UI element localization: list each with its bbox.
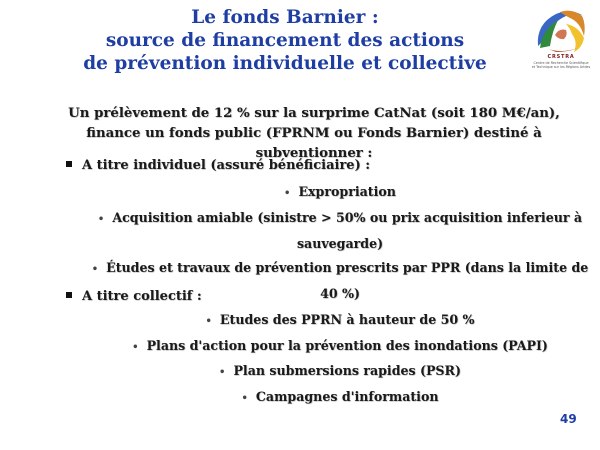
bullet-dot-icon: • bbox=[284, 188, 291, 199]
logo-subtitle-line-1: Centre de Recherche Scientifique bbox=[533, 61, 589, 65]
list-item: • Acquisition amiable (sinistre > 50% ou prix acquisition inferieur à sauvegarde) bbox=[97, 210, 583, 251]
list-item: • Plan submersions rapides (PSR) bbox=[90, 359, 590, 385]
section-individual-heading bbox=[66, 157, 370, 175]
list-item: • Campagnes d'information bbox=[90, 385, 590, 411]
section-heading-text: A titre individuel (assuré bénéficiaire) : bbox=[82, 158, 371, 173]
list-item: • Plans d'action pour la prévention des inondations (PAPI) bbox=[90, 334, 590, 360]
bullet-dot-icon: • bbox=[241, 392, 248, 404]
bullet-dot-icon: • bbox=[132, 341, 139, 353]
title-line-1: Le fonds Barnier : bbox=[191, 7, 379, 28]
list-item: • Études et travaux de prévention prescrits par PPR (dans la limite de 40 %) bbox=[91, 260, 589, 301]
title-line-2: source de financement des actions bbox=[105, 30, 465, 51]
logo-name: CRSTRA bbox=[547, 54, 575, 60]
bullet-dot-icon: • bbox=[97, 214, 105, 225]
intro-paragraph: Un prélèvement de 12 % sur la surprime CatNat (soit 180 M€/an), finance un fonds public (FPRNM ou Fonds Barnier) destiné à subventionner : bbox=[68, 106, 560, 161]
list-item: • Etudes des PPRN à hauteur de 50 % bbox=[90, 308, 590, 334]
slide-title bbox=[40, 6, 530, 75]
list-item: • Expropriation bbox=[90, 180, 590, 206]
page-number: 49 bbox=[560, 412, 577, 426]
logo-subtitle-line-2: et Technique sur les Régions Arides bbox=[531, 65, 591, 69]
logo-subtitle bbox=[524, 61, 598, 69]
section-collective-heading bbox=[66, 288, 202, 306]
bullet-dot-icon: • bbox=[219, 367, 226, 378]
square-bullet-icon bbox=[66, 292, 72, 298]
title-line-3: de prévention individuelle et collective bbox=[83, 53, 487, 74]
bullet-dot-icon: • bbox=[205, 316, 212, 327]
bullet-dot-icon: • bbox=[91, 264, 99, 275]
square-bullet-icon bbox=[66, 161, 72, 167]
section-collective-list bbox=[90, 308, 590, 410]
section-heading-text: A titre collectif : bbox=[82, 289, 202, 304]
